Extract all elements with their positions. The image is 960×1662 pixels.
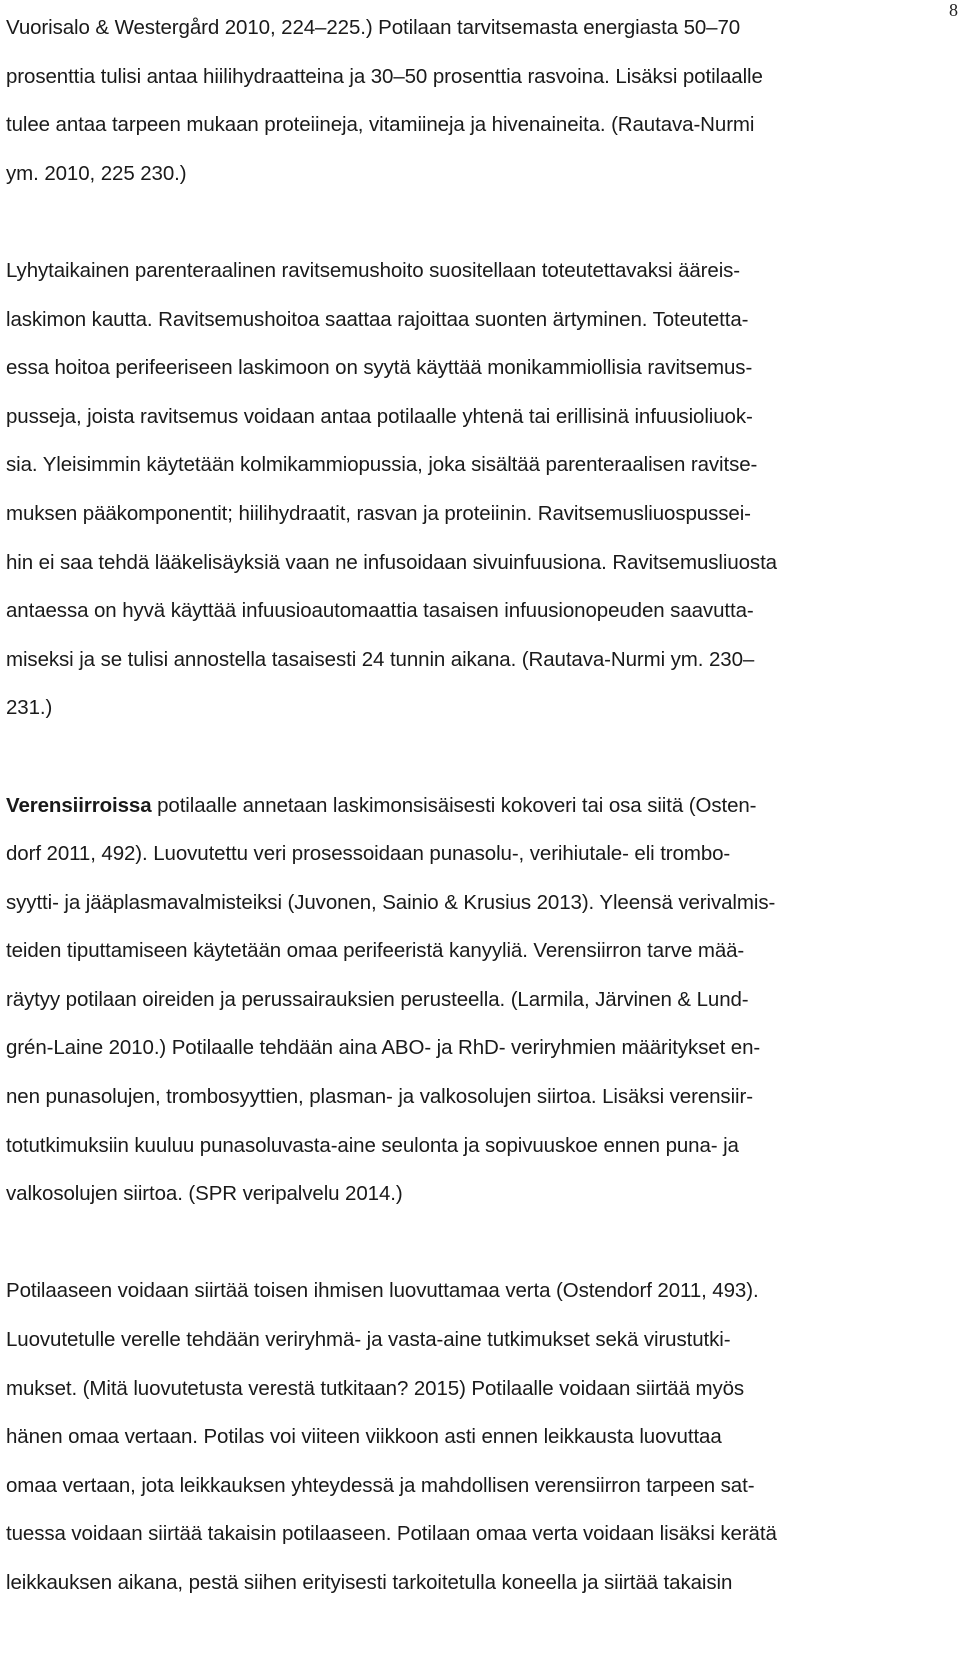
paragraph-gap: [6, 198, 906, 247]
text-line: ym. 2010, 225 230.): [6, 161, 187, 185]
paragraph-gap: [6, 1219, 906, 1268]
text-line: 231.): [6, 696, 53, 720]
text-run: potilaalle annetaan laskimonsisäisesti kokoveri tai osa siitä (Osten-: [151, 793, 757, 817]
text-line: hänen omaa vertaan. Potilas voi viiteen viikkoon asti ennen leikkausta luovuttaa: [6, 1425, 722, 1449]
text-line: Vuorisalo & Westergård 2010, 224–225.) Potilaan tarvitsemasta energiasta 50–70: [6, 16, 741, 39]
text-line: laskimon kautta. Ravitsemushoitoa saattaa rajoittaa suonten ärtyminen. Toteutetta-: [6, 307, 749, 331]
text-line: [6, 782, 906, 831]
text-line: omaa vertaan, jota leikkauksen yhteydessä ja mahdollisen verensiirron tarpeen sat-: [6, 1473, 755, 1497]
text-line: hin ei saa tehdä lääkelisäyksiä vaan ne infusoidaan sivuinfuusiona. Ravitsemusliuosta: [6, 550, 777, 574]
text-line: leikkauksen aikana, pestä siihen erityisesti tarkoitetulla koneella ja siirtää takaisin: [6, 1571, 733, 1594]
text-line: tuessa voidaan siirtää takaisin potilaaseen. Potilaan omaa verta voidaan lisäksi kerätä: [6, 1522, 777, 1546]
text-line: antaessa on hyvä käyttää infuusioautomaattia tasaisen infuusionopeuden saavutta-: [6, 599, 754, 623]
text-line: sia. Yleisimmin käytetään kolmikammiopussia, joka sisältää parenteraalisen ravitse-: [6, 453, 758, 477]
text-line: miseksi ja se tulisi annostella tasaisesti 24 tunnin aikana. (Rautava-Nurmi ym. 230–: [6, 647, 755, 671]
text-line: totutkimuksiin kuuluu punasoluvasta-aine seulonta ja sopivuuskoe ennen puna- ja: [6, 1133, 739, 1157]
text-line: syytti- ja jääplasmavalmisteiksi (Juvonen, Sainio & Krusius 2013). Yleensä verivalmis-: [6, 890, 776, 914]
bold-term: Verensiirroissa: [6, 793, 152, 817]
paragraph-blood-transfusions: [6, 782, 906, 1219]
text-line: nen punasolujen, trombosyyttien, plasman- ja valkosolujen siirtoa. Lisäksi verensiir-: [6, 1085, 753, 1109]
text-line: teiden tiputtamiseen käytetään omaa perifeeristä kanyyliä. Verensiirron tarve mää-: [6, 939, 745, 963]
text-line: tulee antaa tarpeen mukaan proteiineja, vitamiineja ja hivenaineita. (Rautava-Nurmi: [6, 113, 755, 137]
page-number: 8: [949, 0, 958, 20]
text-line: Potilaaseen voidaan siirtää toisen ihmisen luovuttamaa verta (Ostendorf 2011, 493).: [6, 1279, 759, 1303]
text-line: prosenttia tulisi antaa hiilihydraatteina ja 30–50 prosenttia rasvoina. Lisäksi potilaalle: [6, 64, 763, 88]
text-line: räytyy potilaan oireiden ja perussairauksien perusteella. (Larmila, Järvinen & Lund-: [6, 987, 749, 1011]
text-line: mukset. (Mitä luovutetusta verestä tutkitaan? 2015) Potilaalle voidaan siirtää myös: [6, 1376, 745, 1400]
text-line: essa hoitoa perifeeriseen laskimoon on syytä käyttää monikammiollisia ravitsemus-: [6, 356, 753, 380]
paragraph-parenteral-nutrition: [6, 247, 906, 733]
text-line: Lyhytaikainen parenteraalinen ravitsemushoito suositellaan toteutettavaksi ääreis-: [6, 258, 741, 282]
text-line: muksen pääkomponentit; hiilihydraatit, rasvan ja proteiinin. Ravitsemusliuospussei-: [6, 501, 751, 525]
text-line: grén-Laine 2010.) Potilaalle tehdään aina ABO- ja RhD- veriryhmien määritykset en-: [6, 1036, 761, 1060]
text-line: pusseja, joista ravitsemus voidaan antaa potilaalle yhtenä tai erillisinä infuusioliuok-: [6, 404, 753, 428]
text-line: Luovutetulle verelle tehdään veriryhmä- ja vasta-aine tutkimukset sekä virustutki-: [6, 1328, 731, 1352]
paragraph-nutrition-energy: [6, 4, 906, 198]
paragraph-gap: [6, 733, 906, 782]
text-line: dorf 2011, 492). Luovutettu veri prosessoidaan punasolu-, verihiutale- eli trombo-: [6, 842, 731, 866]
document-body: [6, 4, 906, 1608]
paragraph-donated-blood: [6, 1267, 906, 1607]
text-line: valkosolujen siirtoa. (SPR veripalvelu 2014.): [6, 1182, 403, 1206]
